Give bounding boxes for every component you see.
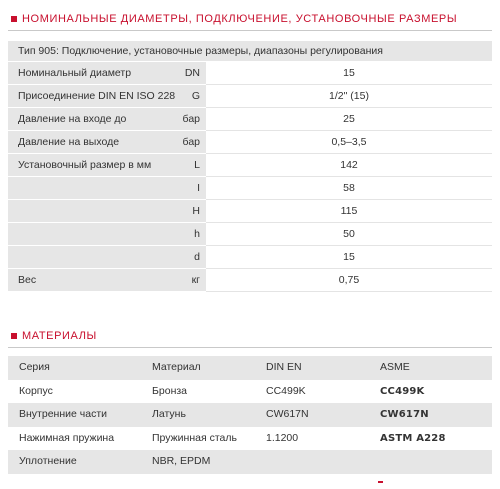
table-row [8, 403, 492, 427]
row-value: 25 [206, 108, 492, 131]
table-row [8, 246, 492, 269]
row-value: 0,75 [206, 269, 492, 292]
series-cell: Нажимная пружина [19, 431, 115, 444]
row-value: 15 [206, 246, 492, 269]
series-cell: Корпус [19, 384, 53, 397]
table-row [8, 154, 492, 177]
row-label-cell [8, 154, 206, 177]
page-marker [378, 481, 383, 483]
column-header: Серия [19, 361, 50, 373]
asme-cell [380, 450, 492, 474]
table-row [8, 62, 492, 85]
row-label: Давление на входе до [18, 113, 127, 125]
row-unit: кг [191, 274, 200, 286]
asme-cell: CC499K [380, 385, 425, 397]
row-value: 0,5–3,5 [206, 131, 492, 154]
row-value: 1/2" (15) [206, 85, 492, 108]
table-row [8, 223, 492, 246]
row-value: 115 [206, 200, 492, 223]
material-cell: NBR, EPDM [152, 455, 211, 467]
row-label-cell [8, 200, 206, 223]
row-unit: DN [184, 67, 200, 79]
table-row [8, 380, 492, 404]
asme-cell: ASTM A228 [380, 432, 446, 444]
row-unit: бар [182, 113, 200, 125]
table-row [8, 85, 492, 108]
series-cell: Уплотнение [19, 455, 77, 467]
row-label: Давление на выходе [18, 136, 120, 148]
material-cell: Бронза [152, 384, 188, 397]
table-row [8, 131, 492, 154]
row-label: Номинальный диаметр [18, 67, 132, 79]
din-en-cell: 1.1200 [266, 431, 299, 444]
row-label-cell [8, 246, 206, 269]
row-unit: d [194, 251, 200, 263]
row-unit: H [192, 205, 200, 217]
din-en-cell [266, 450, 380, 474]
materials-table [8, 356, 492, 474]
row-label-cell [8, 177, 206, 200]
table-row [8, 450, 492, 474]
row-label-cell [8, 62, 206, 85]
row-unit: L [194, 159, 200, 171]
section-title: НОМИНАЛЬНЫЕ ДИАМЕТРЫ, ПОДКЛЮЧЕНИЕ, УСТАНОВОЧНЫЕ РАЗМЕРЫ [22, 13, 458, 25]
material-cell: Латунь [152, 408, 186, 420]
column-header: ASME [380, 361, 410, 373]
din-en-cell: CC499K [266, 384, 306, 397]
asme-cell: CW617N [380, 409, 429, 420]
red-square-icon [11, 333, 17, 339]
section-header-materials [8, 325, 492, 348]
row-label-cell [8, 223, 206, 246]
table-row [8, 427, 492, 451]
row-label-cell [8, 131, 206, 154]
table-row [8, 177, 492, 200]
material-cell: Пружинная сталь [152, 431, 237, 444]
row-value: 142 [206, 154, 492, 177]
row-label: Установочный размер в мм [18, 159, 152, 171]
row-unit: h [194, 228, 200, 240]
dimensions-table [8, 41, 492, 292]
din-en-cell: CW617N [266, 408, 309, 420]
row-label: Присоединение DIN EN ISO 228 [18, 90, 176, 102]
section-title: МАТЕРИАЛЫ [22, 330, 97, 342]
column-header: Материал [152, 361, 201, 373]
column-header: DIN EN [266, 361, 302, 373]
row-label-cell [8, 269, 206, 292]
row-value: 15 [206, 62, 492, 85]
row-unit: G [191, 90, 200, 102]
table-caption: Тип 905: Подключение, установочные размеры, диапазоны регулирования [8, 41, 492, 62]
red-square-icon [11, 16, 17, 22]
table-row [8, 269, 492, 292]
series-cell: Внутренние части [19, 408, 107, 420]
row-value: 58 [206, 177, 492, 200]
table-row [8, 108, 492, 131]
table-header-row [8, 356, 492, 380]
section-header-dimensions [8, 8, 492, 31]
row-unit: I [197, 182, 200, 194]
row-label-cell [8, 85, 206, 108]
row-label: Вес [18, 274, 37, 286]
row-label-cell [8, 108, 206, 131]
row-unit: бар [182, 136, 200, 148]
table-row [8, 200, 492, 223]
row-value: 50 [206, 223, 492, 246]
